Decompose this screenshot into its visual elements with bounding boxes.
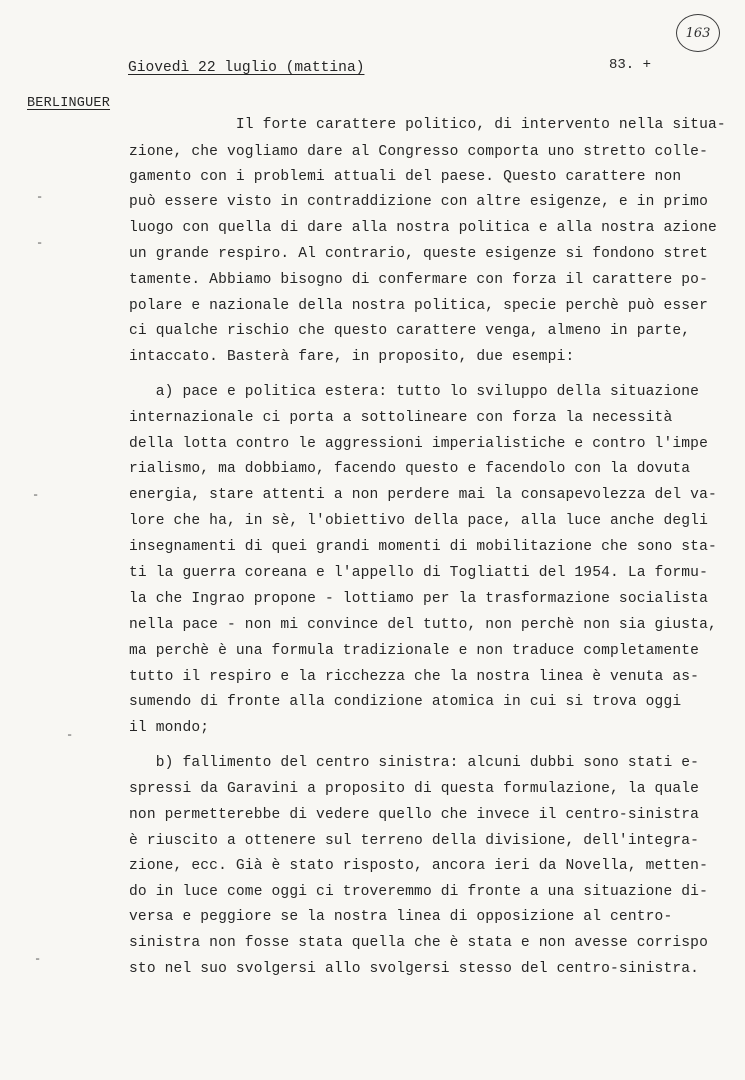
text-line: non permetterebbe di vedere quello che invece il centro-sinistra	[129, 807, 700, 823]
text-line: intaccato. Basterà fare, in proposito, due esempi:	[129, 349, 575, 365]
page-number: 83. +	[609, 57, 652, 73]
text-line: sumendo di fronte alla condizione atomica in cui si trova oggi	[129, 694, 682, 710]
text-line: energia, stare attenti a non perdere mai la consapevolezza del va-	[129, 487, 717, 503]
margin-mark: -	[36, 236, 44, 250]
text-line: polare e nazionale della nostra politica, specie perchè può esser	[129, 298, 708, 314]
text-line: zione, che vogliamo dare al Congresso comporta uno stretto colle-	[129, 144, 708, 160]
text-line: gamento con i problemi attuali del paese. Questo carattere non	[129, 169, 682, 185]
text-line: do in luce come oggi ci troveremmo di fronte a una situazione di-	[129, 884, 708, 900]
text-line: il mondo;	[129, 720, 210, 736]
margin-mark: -	[36, 190, 44, 204]
text-line: zione, ecc. Già è stato risposto, ancora ieri da Novella, metten-	[129, 858, 708, 874]
text-line: nella pace - non mi convince del tutto, non perchè non sia giusta,	[129, 617, 717, 633]
margin-mark: -	[34, 952, 42, 966]
text-line: lore che ha, in sè, l'obiettivo della pace, alla luce anche degli	[129, 513, 708, 529]
archive-stamp	[676, 14, 720, 52]
text-line: tutto il respiro e la ricchezza che la nostra linea è venuta as-	[129, 669, 700, 685]
text-line: insegnamenti di quei grandi momenti di mobilitazione che sono sta-	[129, 539, 717, 555]
text-line: ci qualche rischio che questo carattere venga, almeno in parte,	[129, 323, 691, 339]
text-line: versa e peggiore se la nostra linea di opposizione al centro-	[129, 909, 673, 925]
text-line: della lotta contro le aggressioni imperialistiche e contro l'impe	[129, 436, 708, 452]
speaker-name: BERLINGUER	[27, 96, 111, 111]
text-line: luogo con quella di dare alla nostra politica e alla nostra azione	[129, 220, 717, 236]
text-line: può essere visto in contraddizione con altre esigenze, e in primo	[129, 194, 708, 210]
text-line: ma perchè è una formula tradizionale e non traduce completamente	[129, 643, 700, 659]
text-line: a) pace e politica estera: tutto lo sviluppo della situazione	[129, 384, 700, 400]
text-line: rialismo, ma dobbiamo, facendo questo e facendolo con la dovuta	[129, 461, 691, 477]
text-line: tamente. Abbiamo bisogno di confermare con forza il carattere po-	[129, 272, 708, 288]
text-line: è riuscito a ottenere sul terreno della divisione, dell'integra-	[129, 833, 700, 849]
text-line: internazionale ci porta a sottolineare con forza la necessità	[129, 410, 673, 426]
header-date: Giovedì 22 luglio (mattina)	[128, 60, 365, 76]
text-line: ti la guerra coreana e l'appello di Togliatti del 1954. La formu-	[129, 565, 708, 581]
archive-number: 163	[685, 25, 711, 41]
margin-mark: -	[66, 728, 74, 742]
text-line: b) fallimento del centro sinistra: alcuni dubbi sono stati e-	[129, 755, 700, 771]
text-line: la che Ingrao propone - lottiamo per la trasformazione socialista	[129, 591, 708, 607]
text-line: sto nel suo svolgersi allo svolgersi stesso del centro-sinistra.	[129, 961, 700, 977]
text-line: sinistra non fosse stata quella che è stata e non avesse corrispo	[129, 935, 708, 951]
margin-mark: -	[32, 488, 40, 502]
text-line: Il forte carattere politico, di intervento nella situa-	[129, 117, 726, 133]
text-line: un grande respiro. Al contrario, queste esigenze si fondono stret	[129, 246, 708, 262]
text-line: spressi da Garavini a proposito di questa formulazione, la quale	[129, 781, 700, 797]
